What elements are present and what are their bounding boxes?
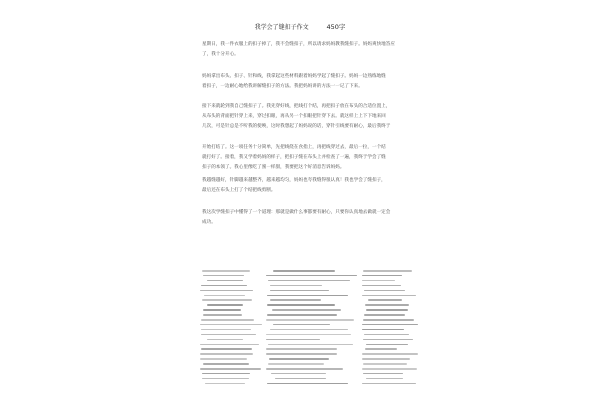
document-title: 我学会了缝扣子作文 [254, 24, 309, 31]
dense-text-line [266, 334, 351, 336]
word-count: 450字 [326, 23, 346, 31]
dense-text-line [200, 353, 252, 355]
paragraph-4: 开始打结了。这一项任务十分简单，先把线绕在食指上，再把线穿过去，最后一拉，一个结 就打好了。接着，我又学着妈妈的样子，把扣子缝在布头上并检查了一遍，我终于学会了缝 扣子的本领了。我心里像吃了蜜一样甜，我要把这个好消息告诉妈妈。 [202, 145, 386, 170]
dense-text-column-1 [200, 270, 262, 388]
dense-text-line [266, 339, 320, 341]
dense-text-line [273, 324, 330, 326]
dense-text-line [202, 373, 250, 375]
document-title-row [0, 22, 600, 31]
dense-text-line [200, 324, 262, 326]
dense-text-line [363, 363, 407, 365]
dense-text-line [363, 319, 414, 321]
dense-text-line [364, 290, 406, 292]
dense-text-line [268, 344, 353, 346]
paragraph-3: 接下来就轮到我自己缝扣子了。我先穿好线，把线打个结，再把扣子放在布头的合适位置上， 从布头的背面把针穿上来，穿过扣眼，再从另一个扣眼把针穿下去。就这样上上下下地来回 几次，可是针总是不听我的使唤，这时我想起了妈妈说的话，穿针引线要有耐心，最后我终于 [202, 104, 391, 129]
dense-text-line [201, 319, 254, 321]
dense-text-line [364, 334, 409, 336]
dense-text-line [200, 368, 261, 370]
dense-text-line [363, 270, 412, 272]
dense-text-line [362, 353, 418, 355]
paragraph-6: 我这次学缝扣子中懂得了一个道理：那就是做什么事都要有耐心，只要你认真地去做就一定会 成功。 [202, 210, 391, 225]
dense-text-column-3 [362, 270, 418, 388]
paragraph-5: 我越缝越好，针脚越来越整齐，越来越均匀，妈妈也夸我缝得很认真！我也学会了缝扣子， 最后还在布头上打了个结把线剪断。 [202, 178, 386, 193]
dense-text-line [362, 324, 418, 326]
dense-text-line [362, 358, 410, 360]
dense-text-line [267, 314, 337, 316]
dense-text-line [200, 358, 247, 360]
dense-text-line [363, 339, 413, 341]
dense-text-line [270, 299, 321, 301]
dense-text-line [273, 270, 335, 272]
dense-text-line [270, 285, 322, 287]
dense-text-line [368, 299, 402, 301]
dense-text-line [200, 290, 252, 292]
dense-text-line [205, 383, 246, 385]
paragraph-1: 星期日，我一件衣服上的扣子掉了，我不会缝扣子，所以请求妈妈教我缝扣子。妈妈爽快地答应 了，我十分开心。 [202, 42, 395, 57]
dense-text-line [362, 329, 404, 331]
dense-text-line [202, 270, 250, 272]
dense-text-line [266, 275, 357, 277]
dense-text-line [362, 368, 417, 370]
dense-text-line [203, 314, 242, 316]
dense-text-line [362, 295, 416, 297]
dense-text-line [200, 344, 259, 346]
dense-text-line [203, 363, 249, 365]
dense-text-line [266, 368, 342, 370]
dense-text-line [268, 363, 324, 365]
dense-text-line [365, 304, 408, 306]
dense-text-line [364, 314, 405, 316]
dense-text-line [270, 290, 330, 292]
dense-text-line [266, 348, 337, 350]
dense-text-line [267, 304, 336, 306]
illegible-dense-text-block [200, 270, 418, 388]
dense-text-line [201, 285, 247, 287]
dense-text-line [207, 280, 243, 282]
dense-text-column-2 [266, 270, 358, 388]
dense-text-line [362, 280, 395, 282]
dense-text-line [267, 295, 348, 297]
dense-text-line [267, 383, 348, 385]
dense-text-line [201, 329, 250, 331]
dense-text-line [204, 295, 245, 297]
dense-text-line [271, 373, 326, 375]
dense-text-line [201, 334, 257, 336]
dense-text-line [272, 309, 341, 311]
dense-text-line [202, 378, 249, 380]
dense-text-line [202, 299, 252, 301]
paragraph-2: 妈妈拿出布头、扣子、针和线，我拿起这些材料跟着妈妈学起了缝扣子。妈妈一边熟练地缝 着扣子，一边耐心地给我讲解缝扣子的方法。我把妈妈讲的方法一一记了下来。 [202, 74, 386, 89]
dense-text-line [366, 378, 403, 380]
dense-text-line [269, 358, 329, 360]
dense-text-line [365, 348, 397, 350]
dense-text-line [201, 348, 252, 350]
dense-text-line [207, 304, 242, 306]
dense-text-line [207, 339, 243, 341]
dense-text-line [203, 275, 244, 277]
dense-text-line [266, 353, 337, 355]
dense-text-line [363, 373, 404, 375]
dense-text-line [203, 309, 240, 311]
dense-text-line [362, 383, 416, 385]
dense-text-line [362, 285, 400, 287]
dense-text-line [366, 309, 408, 311]
dense-text-line [362, 275, 402, 277]
dense-text-line [268, 280, 350, 282]
dense-text-line [275, 378, 326, 380]
dense-text-line [270, 329, 348, 331]
dense-text-line [266, 319, 354, 321]
dense-text-line [366, 344, 408, 346]
